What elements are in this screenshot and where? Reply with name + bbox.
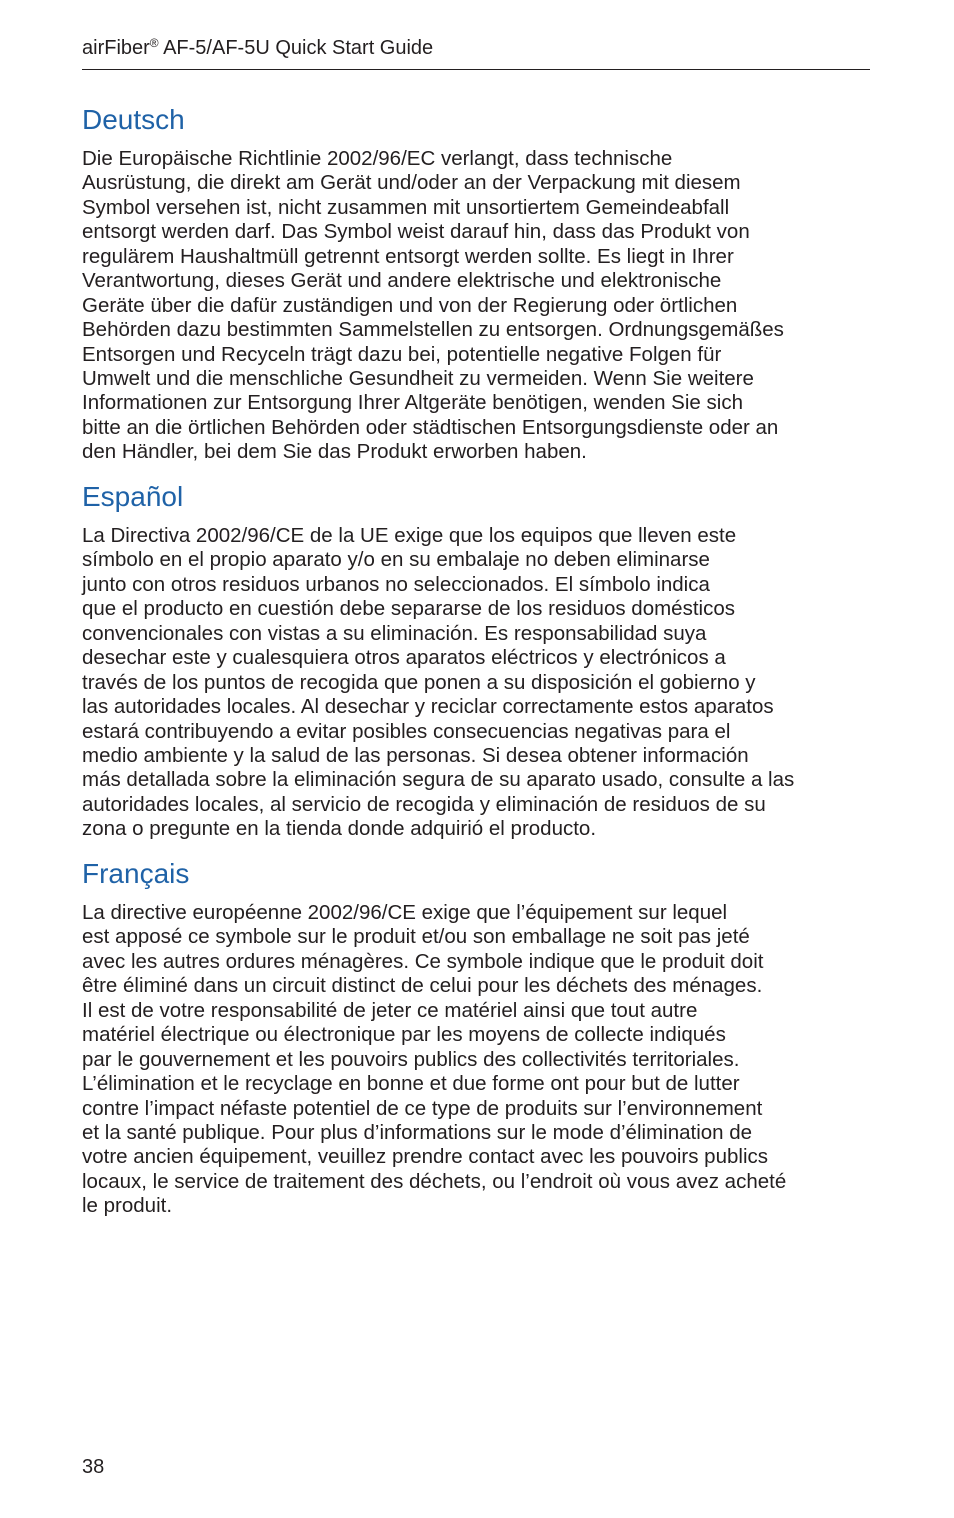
header-divider	[82, 69, 870, 70]
paragraph-line: den Händler, bei dem Sie das Produkt erworben haben.	[82, 440, 587, 464]
paragraph-line: autoridades locales, al servicio de recogida y eliminación de residuos de su	[82, 792, 766, 816]
paragraph-line: estará contribuyendo a evitar posibles consecuencias negativas para el	[82, 719, 731, 743]
paragraph-line: le produit.	[82, 1194, 173, 1218]
section-heading-deutsch: Deutsch	[82, 104, 185, 135]
brand-name: airFiber	[82, 37, 150, 59]
section-body-deutsch	[82, 147, 872, 465]
paragraph-line: símbolo en el propio aparato y/o en su embalaje no deben eliminarse	[82, 548, 710, 572]
paragraph-line: zona o pregunte en la tienda donde adquirió el producto.	[82, 817, 597, 841]
paragraph-line: Entsorgen und Recyceln trägt dazu bei, potentielle negative Folgen für	[82, 342, 722, 366]
section-body-francais	[82, 901, 872, 1219]
paragraph-line: Ausrüstung, die direkt am Gerät und/oder an der Verpackung mit diesem	[82, 171, 741, 195]
paragraph-line: regulärem Haushaltmüll getrennt entsorgt werden sollte. Es liegt in Ihrer	[82, 244, 734, 268]
paragraph-line: entsorgt werden darf. Das Symbol weist darauf hin, dass das Produkt von	[82, 220, 750, 244]
paragraph-line: Geräte über die dafür zuständigen und von der Regierung oder örtlichen	[82, 293, 738, 317]
page-number: 38	[82, 1456, 105, 1478]
running-header	[82, 35, 433, 61]
paragraph-line: locaux, le service de traitement des déchets, ou l’endroit où vous avez acheté	[82, 1169, 787, 1193]
guide-title: AF-5/AF-5U Quick Start Guide	[158, 37, 434, 59]
paragraph-line: Die Europäische Richtlinie 2002/96/EC verlangt, dass technische	[82, 147, 673, 170]
paragraph-line: La directive européenne 2002/96/CE exige que l’équipement sur lequel	[82, 901, 728, 924]
paragraph-line: avec les autres ordures ménagères. Ce symbole indique que le produit doit	[82, 949, 764, 973]
registered-trademark-mark: ®	[149, 36, 159, 50]
paragraph-line: más detallada sobre la eliminación segura de su aparato usado, consulte a las	[82, 768, 795, 792]
section-heading-espanol: Español	[82, 481, 184, 512]
paragraph-line: matériel électrique ou électronique par les moyens de collecte indiqués	[82, 1023, 726, 1047]
paragraph-line: las autoridades locales. Al desechar y reciclar correctamente estos aparatos	[82, 695, 774, 719]
paragraph-line: Behörden dazu bestimmten Sammelstellen zu entsorgen. Ordnungsgemäßes	[82, 318, 784, 342]
paragraph-line: desechar este y cualesquiera otros aparatos eléctricos y electrónicos a	[82, 646, 726, 670]
paragraph-line: votre ancien équipement, veuillez prendre contact avec les pouvoirs publics	[82, 1145, 768, 1169]
paragraph-line: Il est de votre responsabilité de jeter ce matériel ainsi que tout autre	[82, 998, 698, 1022]
paragraph-line: La Directiva 2002/96/CE de la UE exige que los equipos que lleven este	[82, 524, 737, 547]
paragraph-line: L’élimination et le recyclage en bonne et due forme ont pour but de lutter	[82, 1072, 740, 1096]
paragraph-line: être éliminé dans un circuit distinct de celui pour les déchets des ménages.	[82, 974, 763, 998]
paragraph-line: través de los puntos de recogida que ponen a su disposición el gobierno y	[82, 670, 756, 694]
paragraph-line: convencionales con vistas a su eliminación. Es responsabilidad suya	[82, 621, 707, 645]
section-body-espanol	[82, 524, 872, 842]
paragraph-line: que el producto en cuestión debe separarse de los residuos domésticos	[82, 597, 735, 621]
paragraph-line: et la santé publique. Pour plus d’informations sur le mode d’élimination de	[82, 1120, 753, 1144]
paragraph-line: Informationen zur Entsorgung Ihrer Altgeräte benötigen, wenden Sie sich	[82, 391, 743, 415]
paragraph-line: bitte an die örtlichen Behörden oder städtischen Entsorgungsdienste oder an	[82, 415, 779, 439]
paragraph-line: par le gouvernement et les pouvoirs publics des collectivités territoriales.	[82, 1047, 740, 1071]
paragraph-line: Verantwortung, dieses Gerät und andere elektrische und elektronische	[82, 269, 722, 293]
section-heading-francais: Français	[82, 858, 190, 889]
paragraph-line: junto con otros residuos urbanos no seleccionados. El símbolo indica	[82, 572, 710, 596]
paragraph-line: Symbol versehen ist, nicht zusammen mit unsortiertem Gemeindeabfall	[82, 195, 730, 219]
paragraph-line: Umwelt und die menschliche Gesundheit zu vermeiden. Wenn Sie weitere	[82, 366, 754, 390]
paragraph-line: contre l’impact néfaste potentiel de ce type de produits sur l’environnement	[82, 1096, 763, 1120]
paragraph-line: est apposé ce symbole sur le produit et/ou son emballage ne soit pas jeté	[82, 925, 750, 949]
paragraph-line: medio ambiente y la salud de las personas. Si desea obtener información	[82, 743, 749, 767]
